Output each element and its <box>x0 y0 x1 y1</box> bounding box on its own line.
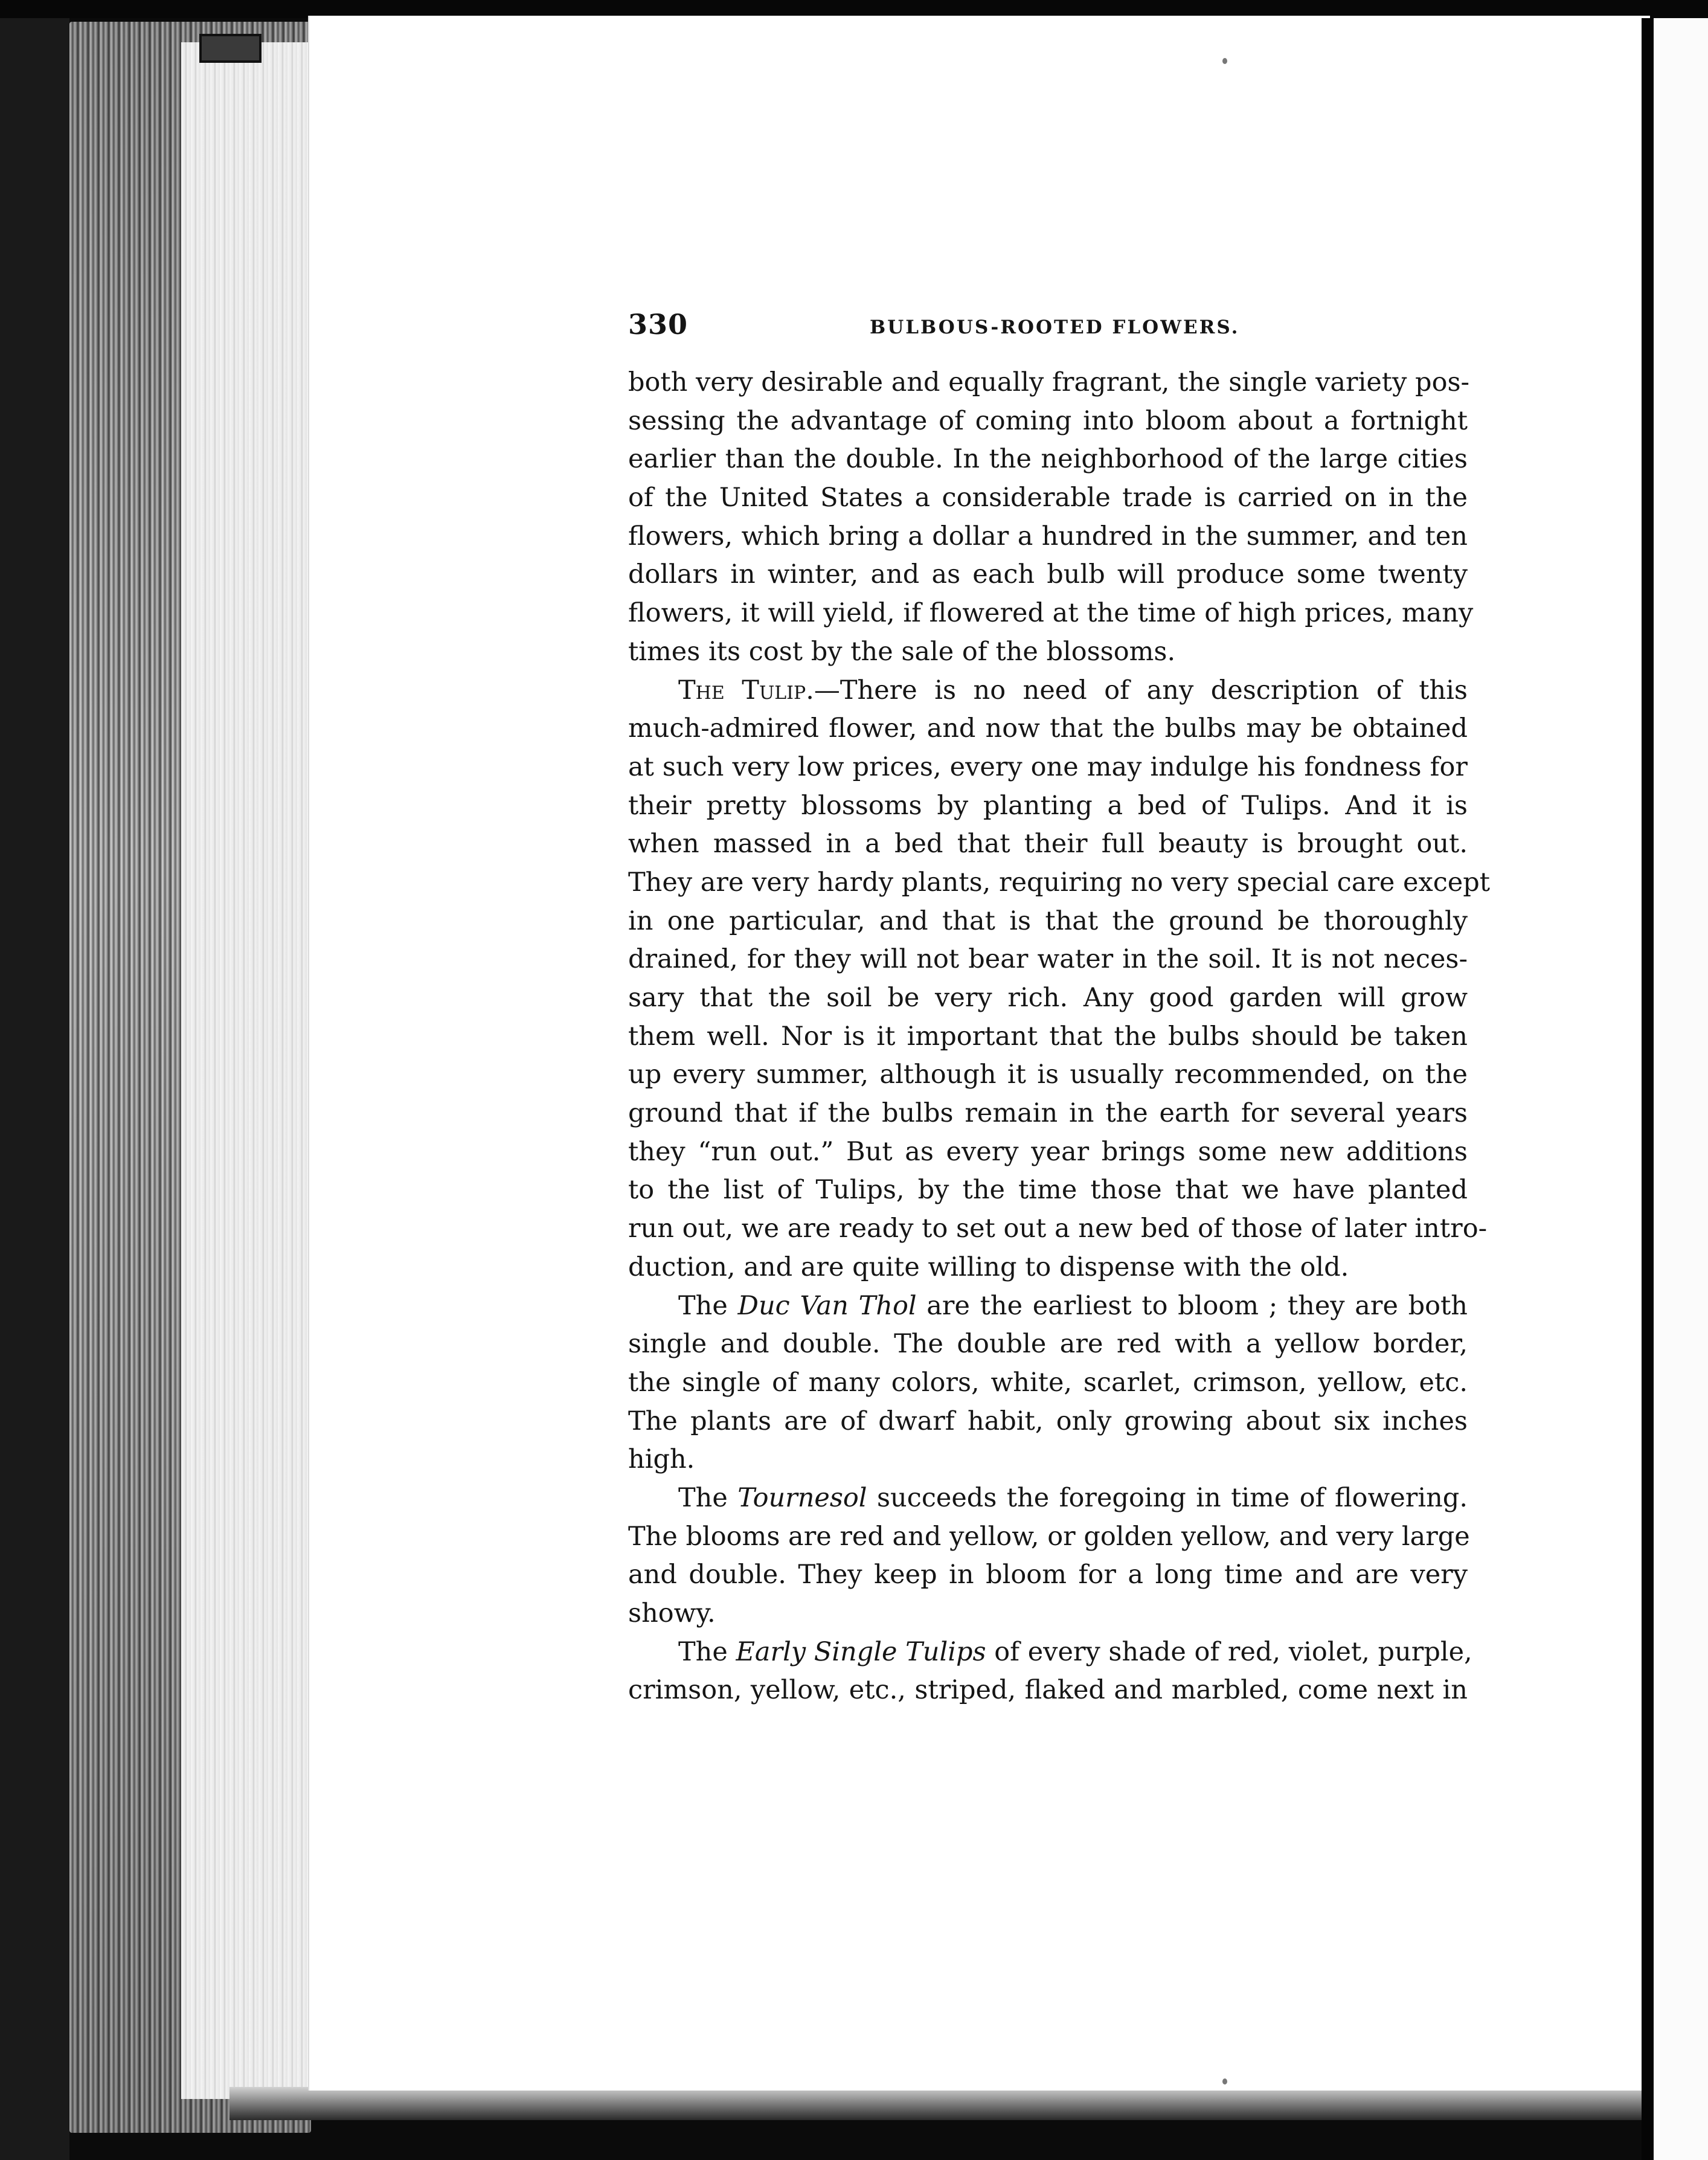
text-line: and double. They keep in bloom for a long time and are very <box>628 1560 1468 1590</box>
text-line: the single of many colors, white, scarlet, crimson, yellow, etc. <box>628 1367 1468 1398</box>
section-heading-tulip: The Tulip. <box>678 675 814 706</box>
variety-name-early-single-tulips: Early Single Tulips <box>736 1636 986 1667</box>
text-segment: —There is no need of any description of this <box>814 675 1468 706</box>
text-line: crimson, yellow, etc., striped, flaked and marbled, come next in <box>628 1675 1468 1706</box>
text-line: in one particular, and that is that the ground be thoroughly <box>628 905 1468 936</box>
text-line: much-admired flower, and now that the bulbs may be obtained <box>628 713 1468 744</box>
text-line: both very desirable and equally fragrant, the single variety pos- <box>628 367 1470 397</box>
running-head-title: BULBOUS-ROOTED FLOWERS. <box>870 317 1240 338</box>
text-line: The plants are of dwarf habit, only growing about six inches <box>628 1406 1468 1436</box>
paragraph-early-single-start <box>628 1633 1472 1672</box>
text-line: ground that if the bulbs remain in the earth for several years <box>628 1098 1468 1129</box>
text-line: flowers, which bring a dollar a hundred in the summer, and ten <box>628 521 1468 551</box>
paper-speck <box>1222 2078 1227 2084</box>
text-line: they “run out.” But as every year brings some new additions <box>628 1136 1468 1167</box>
text-line: of the United States a considerable trade is carried on in the <box>628 483 1468 513</box>
page-number: 330 <box>628 308 689 341</box>
text-line: high. <box>628 1444 695 1475</box>
facing-page-edge <box>1654 18 1708 2160</box>
page-bottom-shadow <box>230 2087 1661 2120</box>
page-text <box>628 302 1491 1710</box>
text-line: run out, we are ready to set out a new bed of those of later intro- <box>628 1213 1488 1244</box>
text-line: They are very hardy plants, requiring no very special care except <box>628 867 1491 898</box>
text-line: up every summer, although it is usually recommended, on the <box>628 1059 1468 1090</box>
text-line: drained, for they will not bear water in the soil. It is not neces- <box>628 944 1468 975</box>
text-line: sary that the soil be very rich. Any good garden will grow <box>628 983 1468 1013</box>
text-line: dollars in winter, and as each bulb will produce some twenty <box>628 559 1468 590</box>
text-line: earlier than the double. In the neighborhood of the large cities <box>628 444 1468 475</box>
text-line: at such very low prices, every one may indulge his fondness for <box>628 751 1468 782</box>
text-line: times its cost by the sale of the blossoms. <box>628 636 1176 667</box>
variety-name-duc-van-thol: Duc Van Thol <box>737 1290 917 1321</box>
text-line: to the list of Tulips, by the time those that we have planted <box>628 1175 1468 1206</box>
text-segment: The <box>678 1482 738 1513</box>
binding-label <box>199 34 262 63</box>
text-line: sessing the advantage of coming into bloom about a fortnight <box>628 405 1468 436</box>
paragraph-duc-van-thol-start <box>628 1287 1468 1326</box>
text-line: The blooms are red and yellow, or golden yellow, and very large <box>628 1521 1470 1552</box>
text-line: single and double. The double are red with a yellow border, <box>628 1329 1468 1360</box>
text-segment: of every shade of red, violet, purple, <box>986 1636 1472 1667</box>
text-line: showy. <box>628 1598 716 1628</box>
underlying-pages <box>181 42 320 2099</box>
text-segment: The <box>678 1636 736 1667</box>
paragraph-tulip-start <box>628 672 1468 710</box>
paper-speck <box>1222 58 1227 64</box>
text-line: when massed in a bed that their full beauty is brought out. <box>628 829 1468 860</box>
gutter-shadow <box>1642 18 1654 2160</box>
text-segment: are the earliest to bloom ; they are both <box>916 1290 1468 1321</box>
paragraph-tournesol-start <box>628 1479 1468 1518</box>
text-line: them well. Nor is it important that the bulbs should be taken <box>628 1021 1468 1052</box>
running-head <box>628 302 1468 352</box>
text-line: flowers, it will yield, if flowered at the time of high prices, many <box>628 598 1474 629</box>
text-line: their pretty blossoms by planting a bed of Tulips. And it is <box>628 790 1468 821</box>
variety-name-tournesol: Tournesol <box>737 1482 867 1513</box>
text-segment: succeeds the foregoing in time of flowering. <box>867 1482 1468 1513</box>
book-cover-edge <box>0 18 69 2160</box>
text-line: duction, and are quite willing to dispense with the old. <box>628 1252 1349 1282</box>
text-segment: The <box>678 1290 738 1321</box>
